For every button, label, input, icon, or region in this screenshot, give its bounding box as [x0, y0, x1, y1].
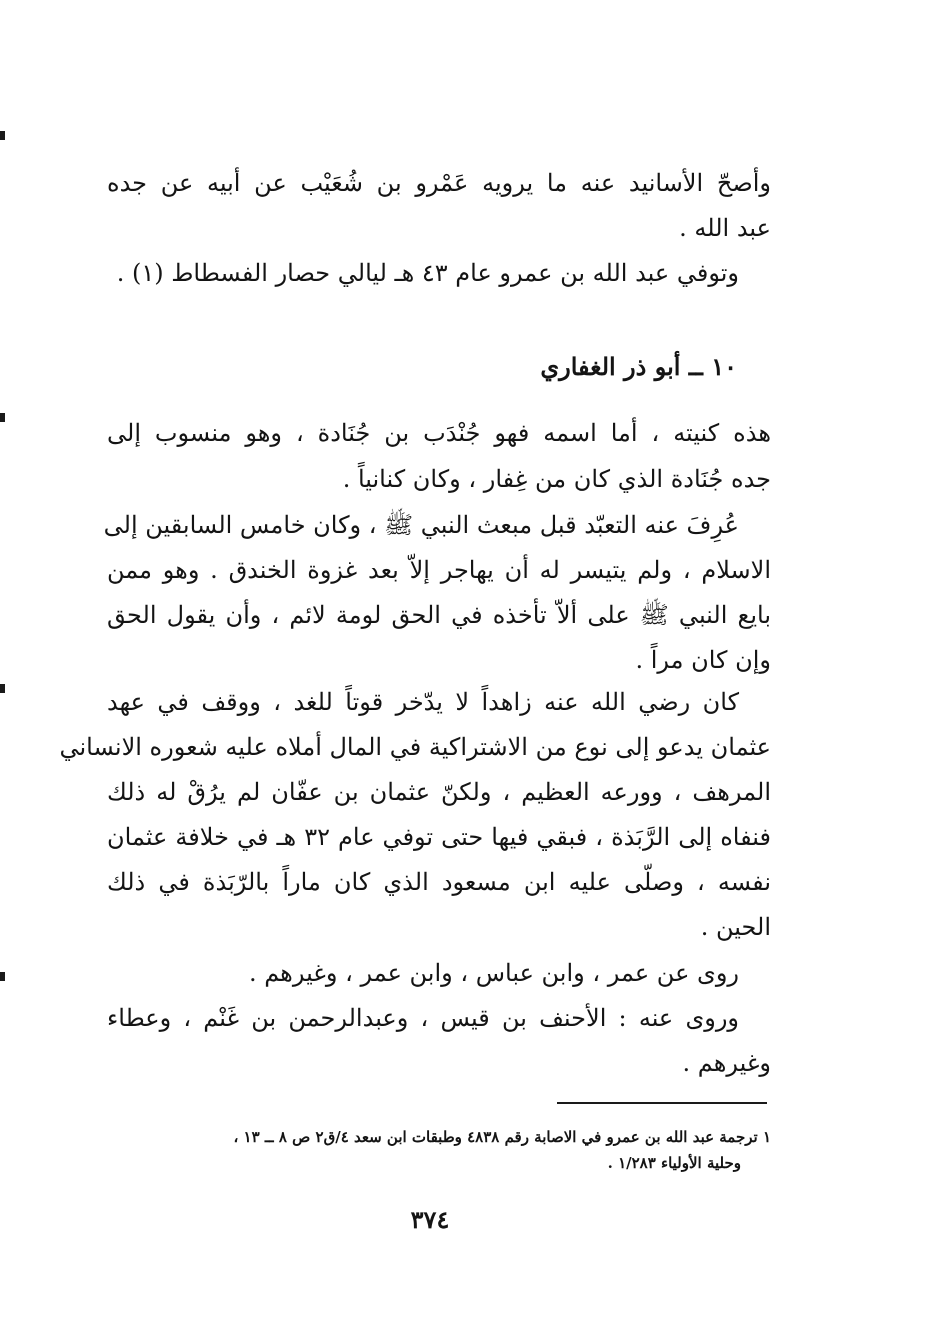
text-line: وروى عنه : الأحنف بن قيس ، وعبدالرحمن بن غَنْم ، وعطاء	[107, 1004, 739, 1032]
text-line: جده جُنَادة الذي كان من غِفار ، وكان كنانياً .	[342, 465, 771, 493]
footnote-rule	[557, 1102, 767, 1104]
text-line: نفسه ، وصلّى عليه ابن مسعود الذي كان ماراً بالرّبَذة في ذلك	[107, 868, 771, 896]
scan-edge-mark	[0, 131, 5, 140]
text-line: كان رضي الله عنه زاهداً لا يدّخر قوتاً للغد ، ووقف في عهد	[107, 688, 739, 716]
footnote-line: وحلية الأولياء ١/٢٨٣ .	[607, 1154, 741, 1172]
text-line: هذه كنيته ، أما اسمه فهو جُنْدَب بن جُنَادة ، وهو منسوب إلى	[107, 419, 771, 447]
text-line: فنفاه إلى الرَّبَذة ، فبقي فيها حتى توفي عام ٣٢ هـ في خلافة عثمان	[107, 823, 771, 851]
text-line: عثمان يدعو إلى نوع من الاشتراكية في المال أملاه عليه شعوره الانساني	[59, 733, 771, 761]
scan-edge-mark	[0, 972, 5, 981]
text-line: بايع النبي ﷺ على ألاّ تأخذه في الحق لومة لائم ، وأن يقول الحق	[107, 601, 771, 629]
text-line: عُرِفَ عنه التعبّد قبل مبعث النبي ﷺ ، وكان خامس السابقين إلى	[103, 511, 739, 539]
text-line: وإن كان مراً .	[635, 646, 771, 674]
footnote-line: ١ ترجمة عبد الله بن عمرو في الاصابة رقم ٤٨٣٨ وطبقات ابن سعد ٤/ق٢ ص ٨ ــ ١٣ ،	[233, 1128, 771, 1146]
scan-edge-mark	[0, 684, 5, 693]
section-heading: ١٠ ــ أبو ذر الغفاري	[540, 352, 737, 381]
text-line: وتوفي عبد الله بن عمرو عام ٤٣ هـ ليالي حصار الفسطاط (١) .	[116, 259, 739, 287]
scan-edge-mark	[0, 413, 5, 422]
text-line: روى عن عمر ، وابن عباس ، وابن عمر ، وغيرهم .	[248, 959, 739, 987]
text-line: وأصحّ الأسانيد عنه ما يرويه عَمْرو بن شُعَيْب عن أبيه عن جده	[107, 169, 771, 197]
page-number: ٣٧٤	[410, 1205, 450, 1234]
text-line: الاسلام ، ولم يتيسر له أن يهاجر إلاّ بعد غزوة الخندق . وهو ممن	[107, 556, 771, 584]
text-line: المرهف ، وورعه العظيم ، ولكنّ عثمان بن عفّان لم يرُقْ له ذلك	[107, 778, 771, 806]
text-line: وغيرهم .	[682, 1049, 771, 1077]
text-line: عبد الله .	[679, 214, 771, 242]
text-line: الحين .	[700, 913, 771, 941]
